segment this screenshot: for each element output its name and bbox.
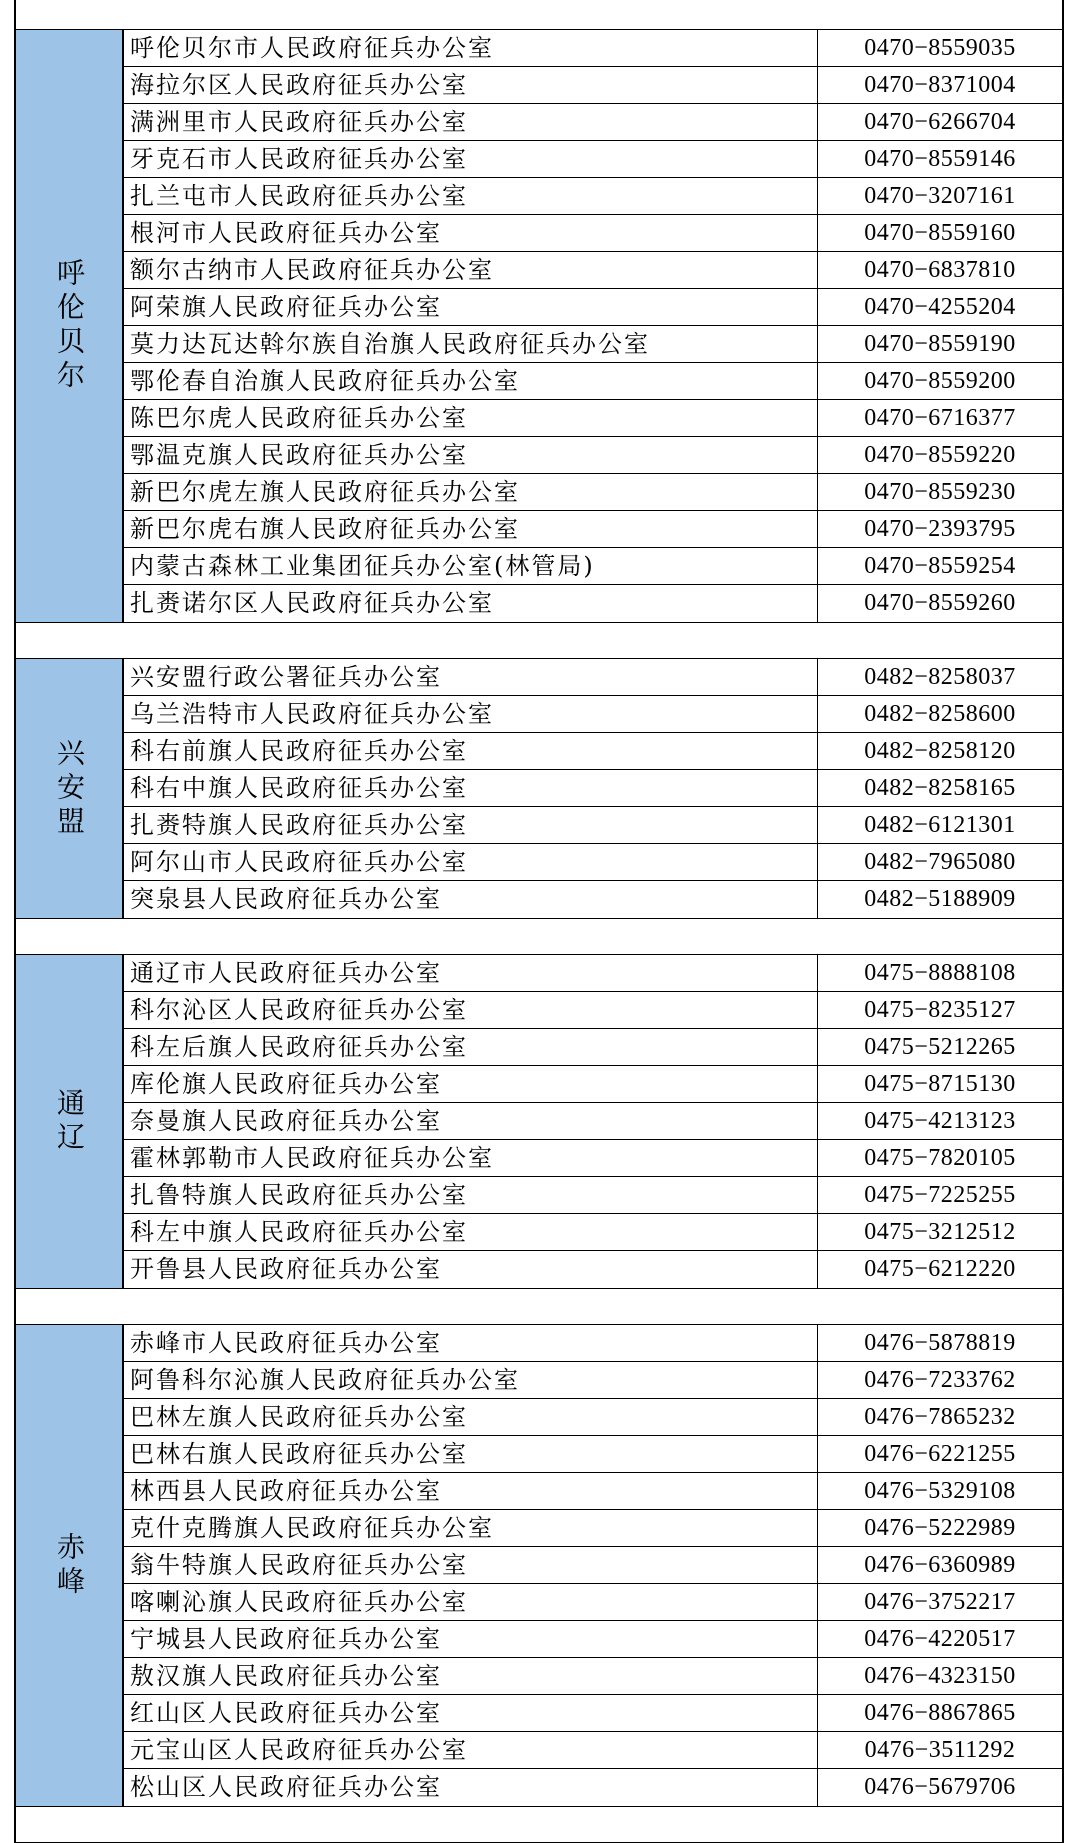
office-name: 阿荣旗人民政府征兵办公室 <box>124 289 818 325</box>
office-phone: 0476−8867865 <box>864 1700 1016 1726</box>
table-row <box>124 955 1062 992</box>
table-row <box>124 252 1062 289</box>
office-phone: 0470−8559200 <box>864 368 1016 394</box>
office-phone: 0475−4213123 <box>864 1108 1016 1134</box>
office-name: 库伦旗人民政府征兵办公室 <box>124 1066 818 1102</box>
office-name: 阿尔山市人民政府征兵办公室 <box>124 844 818 880</box>
table-row <box>124 1325 1062 1362</box>
table-row <box>124 511 1062 548</box>
office-name: 莫力达瓦达斡尔族自治旗人民政府征兵办公室 <box>124 326 818 362</box>
table-row <box>124 659 1062 696</box>
office-phone: 0470−8559220 <box>864 442 1016 468</box>
office-name: 通辽市人民政府征兵办公室 <box>124 955 818 991</box>
table-row <box>124 1436 1062 1473</box>
table-spacer <box>16 0 1062 30</box>
table-row <box>124 548 1062 585</box>
office-phone: 0470−8559035 <box>864 35 1016 61</box>
office-name: 扎兰屯市人民政府征兵办公室 <box>124 178 818 214</box>
region-label <box>16 30 124 622</box>
office-name: 科右前旗人民政府征兵办公室 <box>124 733 818 769</box>
region-name: 赤峰 <box>53 1531 86 1600</box>
office-name: 海拉尔区人民政府征兵办公室 <box>124 67 818 103</box>
table-row <box>124 363 1062 400</box>
table-row <box>124 289 1062 326</box>
table-row <box>124 1177 1062 1214</box>
table-row <box>124 1547 1062 1584</box>
region-name: 通辽 <box>53 1087 86 1156</box>
office-name: 科左中旗人民政府征兵办公室 <box>124 1214 818 1250</box>
table-spacer <box>16 919 1062 955</box>
table-row <box>124 215 1062 252</box>
table-spacer <box>16 1289 1062 1325</box>
office-phone: 0476−5878819 <box>864 1330 1016 1356</box>
table-row <box>124 807 1062 844</box>
office-list <box>124 659 1062 918</box>
office-phone: 0475−7820105 <box>864 1145 1016 1171</box>
table-row <box>124 881 1062 918</box>
table-spacer <box>16 623 1062 659</box>
office-phone: 0476−7865232 <box>864 1404 1016 1430</box>
office-name: 扎鲁特旗人民政府征兵办公室 <box>124 1177 818 1213</box>
region-chifeng <box>16 1325 1062 1807</box>
table-row <box>124 1251 1062 1288</box>
office-phone: 0470−8559190 <box>864 331 1016 357</box>
office-phone: 0475−7225255 <box>864 1182 1016 1208</box>
office-phone: 0476−3511292 <box>864 1737 1016 1763</box>
office-phone: 0476−4323150 <box>864 1663 1016 1689</box>
office-name: 翁牛特旗人民政府征兵办公室 <box>124 1547 818 1583</box>
office-phone: 0476−5329108 <box>864 1478 1016 1504</box>
office-name: 科右中旗人民政府征兵办公室 <box>124 770 818 806</box>
office-phone: 0470−3207161 <box>864 183 1016 209</box>
office-phone: 0470−6716377 <box>864 405 1016 431</box>
office-phone: 0482−8258120 <box>864 738 1016 764</box>
office-name: 陈巴尔虎人民政府征兵办公室 <box>124 400 818 436</box>
table-row <box>124 1103 1062 1140</box>
office-name: 松山区人民政府征兵办公室 <box>124 1769 818 1806</box>
table-row <box>124 30 1062 67</box>
office-phone: 0470−6837810 <box>864 257 1016 283</box>
table-row <box>124 437 1062 474</box>
office-name: 林西县人民政府征兵办公室 <box>124 1473 818 1509</box>
office-phone: 0475−3212512 <box>864 1219 1016 1245</box>
office-name: 内蒙古森林工业集团征兵办公室(林管局) <box>124 548 818 584</box>
region-label <box>16 659 124 918</box>
office-phone: 0476−4220517 <box>864 1626 1016 1652</box>
office-phone: 0475−8715130 <box>864 1071 1016 1097</box>
office-name: 科左后旗人民政府征兵办公室 <box>124 1029 818 1065</box>
office-name: 鄂伦春自治旗人民政府征兵办公室 <box>124 363 818 399</box>
region-label <box>16 1325 124 1806</box>
table-row <box>124 1362 1062 1399</box>
office-phone: 0476−5222989 <box>864 1515 1016 1541</box>
office-name: 牙克石市人民政府征兵办公室 <box>124 141 818 177</box>
office-name: 额尔古纳市人民政府征兵办公室 <box>124 252 818 288</box>
region-hulunbuir <box>16 30 1062 623</box>
office-phone: 0476−3752217 <box>864 1589 1016 1615</box>
office-name: 满洲里市人民政府征兵办公室 <box>124 104 818 140</box>
table-row <box>124 696 1062 733</box>
office-phone: 0482−6121301 <box>864 812 1016 838</box>
office-list <box>124 30 1062 622</box>
office-name: 喀喇沁旗人民政府征兵办公室 <box>124 1584 818 1620</box>
office-phone: 0470−8559260 <box>864 590 1016 616</box>
table-row <box>124 1510 1062 1547</box>
region-name: 兴安盟 <box>53 737 86 840</box>
table-row <box>124 1584 1062 1621</box>
office-name: 扎赉诺尔区人民政府征兵办公室 <box>124 585 818 622</box>
office-name: 扎赉特旗人民政府征兵办公室 <box>124 807 818 843</box>
table-row <box>124 400 1062 437</box>
office-phone: 0482−8258600 <box>864 701 1016 727</box>
table-row <box>124 733 1062 770</box>
table-row <box>124 770 1062 807</box>
table-row <box>124 1732 1062 1769</box>
table-row <box>124 104 1062 141</box>
office-phone: 0470−8371004 <box>864 72 1016 98</box>
office-phone: 0475−5212265 <box>864 1034 1016 1060</box>
region-label <box>16 955 124 1288</box>
office-name: 新巴尔虎左旗人民政府征兵办公室 <box>124 474 818 510</box>
table-row <box>124 1769 1062 1806</box>
office-list <box>124 1325 1062 1806</box>
table-row <box>124 67 1062 104</box>
office-phone: 0475−8888108 <box>864 960 1016 986</box>
office-phone: 0470−8559230 <box>864 479 1016 505</box>
office-name: 敖汉旗人民政府征兵办公室 <box>124 1658 818 1694</box>
table-row <box>124 326 1062 363</box>
table-row <box>124 1214 1062 1251</box>
office-phone: 0470−8559254 <box>864 553 1016 579</box>
office-name: 巴林右旗人民政府征兵办公室 <box>124 1436 818 1472</box>
office-phone: 0476−5679706 <box>864 1774 1016 1800</box>
office-phone: 0476−7233762 <box>864 1367 1016 1393</box>
table-row <box>124 1695 1062 1732</box>
table-row <box>124 1621 1062 1658</box>
table-row <box>124 1029 1062 1066</box>
office-phone: 0482−8258165 <box>864 775 1016 801</box>
office-name: 克什克腾旗人民政府征兵办公室 <box>124 1510 818 1546</box>
office-name: 元宝山区人民政府征兵办公室 <box>124 1732 818 1768</box>
table-row <box>124 1473 1062 1510</box>
region-hinggan <box>16 659 1062 919</box>
table-row <box>124 1066 1062 1103</box>
region-tongliao <box>16 955 1062 1289</box>
office-name: 开鲁县人民政府征兵办公室 <box>124 1251 818 1288</box>
office-phone: 0470−8559146 <box>864 146 1016 172</box>
table-row <box>124 1399 1062 1436</box>
table-row <box>124 141 1062 178</box>
office-phone: 0475−6212220 <box>864 1256 1016 1282</box>
table-spacer <box>16 1807 1062 1843</box>
table-row <box>124 1658 1062 1695</box>
table-row <box>124 178 1062 215</box>
office-name: 巴林左旗人民政府征兵办公室 <box>124 1399 818 1435</box>
office-list <box>124 955 1062 1288</box>
recruitment-office-table <box>14 0 1064 1843</box>
office-phone: 0482−5188909 <box>864 886 1016 912</box>
office-name: 阿鲁科尔沁旗人民政府征兵办公室 <box>124 1362 818 1398</box>
office-name: 乌兰浩特市人民政府征兵办公室 <box>124 696 818 732</box>
office-name: 新巴尔虎右旗人民政府征兵办公室 <box>124 511 818 547</box>
office-phone: 0482−7965080 <box>864 849 1016 875</box>
office-phone: 0470−4255204 <box>864 294 1016 320</box>
table-row <box>124 844 1062 881</box>
office-name: 突泉县人民政府征兵办公室 <box>124 881 818 918</box>
office-name: 兴安盟行政公署征兵办公室 <box>124 659 818 695</box>
office-phone: 0476−6360989 <box>864 1552 1016 1578</box>
office-phone: 0470−6266704 <box>864 109 1016 135</box>
office-name: 宁城县人民政府征兵办公室 <box>124 1621 818 1657</box>
table-row <box>124 585 1062 622</box>
office-phone: 0482−8258037 <box>864 664 1016 690</box>
office-phone: 0470−8559160 <box>864 220 1016 246</box>
region-name: 呼伦贝尔 <box>53 258 86 394</box>
office-phone: 0476−6221255 <box>864 1441 1016 1467</box>
office-name: 赤峰市人民政府征兵办公室 <box>124 1325 818 1361</box>
office-name: 红山区人民政府征兵办公室 <box>124 1695 818 1731</box>
office-phone: 0470−2393795 <box>864 516 1016 542</box>
office-name: 鄂温克旗人民政府征兵办公室 <box>124 437 818 473</box>
table-row <box>124 992 1062 1029</box>
table-row <box>124 474 1062 511</box>
office-name: 根河市人民政府征兵办公室 <box>124 215 818 251</box>
office-phone: 0475−8235127 <box>864 997 1016 1023</box>
office-name: 霍林郭勒市人民政府征兵办公室 <box>124 1140 818 1176</box>
office-name: 奈曼旗人民政府征兵办公室 <box>124 1103 818 1139</box>
table-row <box>124 1140 1062 1177</box>
office-name: 科尔沁区人民政府征兵办公室 <box>124 992 818 1028</box>
office-name: 呼伦贝尔市人民政府征兵办公室 <box>124 30 818 66</box>
